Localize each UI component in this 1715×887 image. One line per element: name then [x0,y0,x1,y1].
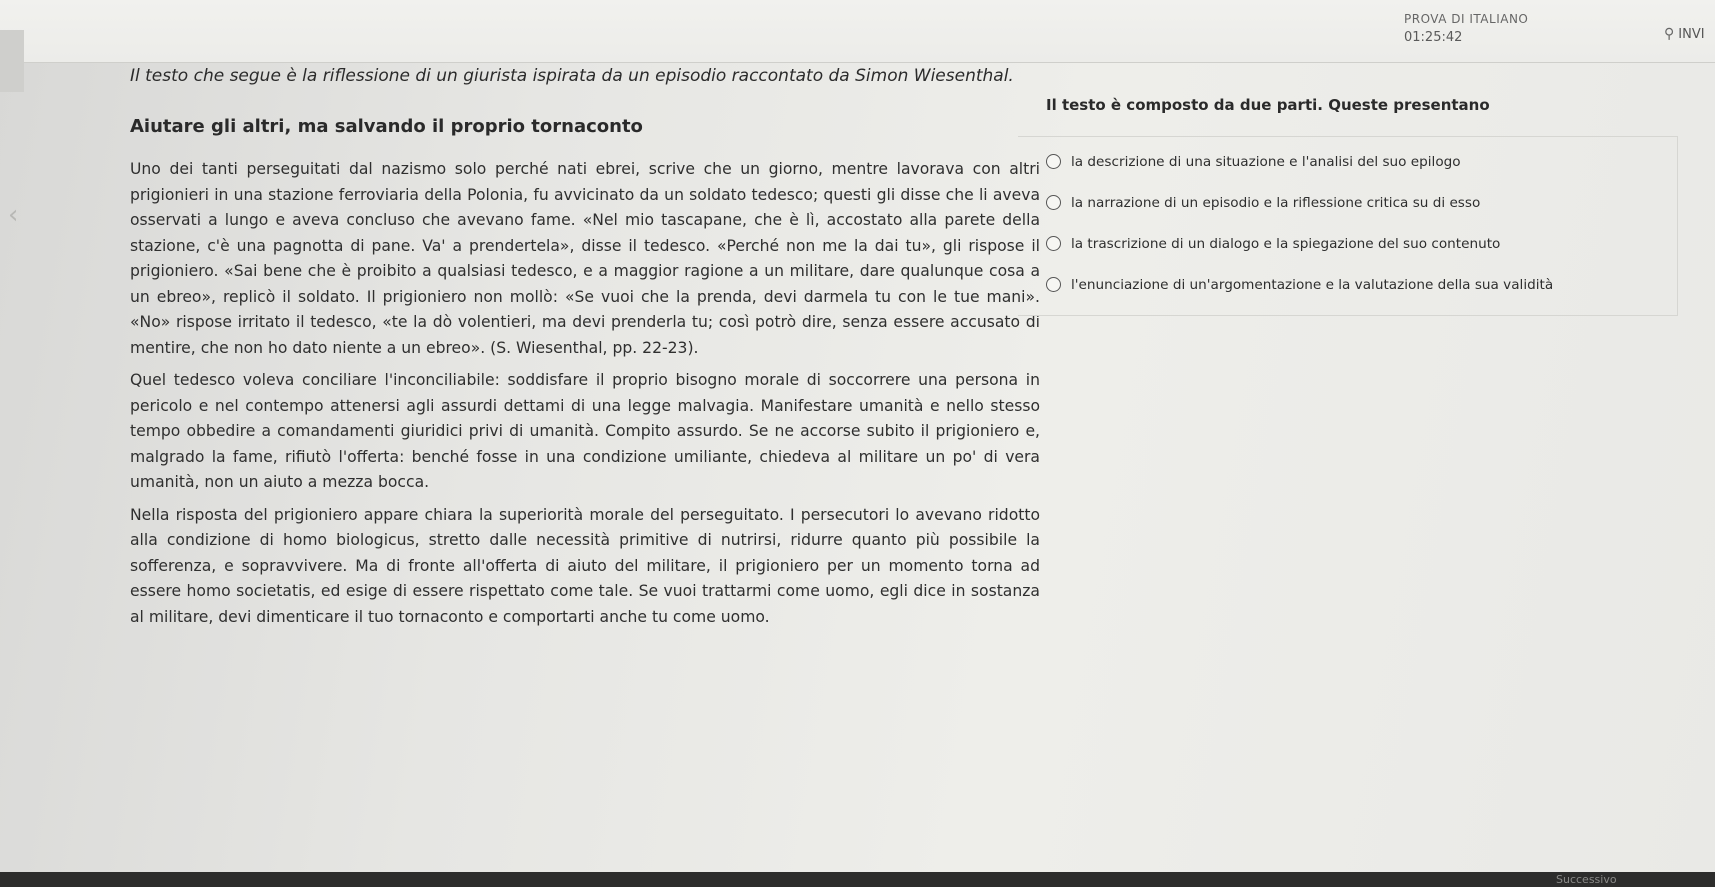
answer-option-c[interactable] [1046,223,1677,264]
question-panel [1046,96,1706,316]
radio-button[interactable] [1046,277,1061,292]
radio-button[interactable] [1046,154,1061,169]
radio-button[interactable] [1046,195,1061,210]
side-panel-tab[interactable] [0,30,24,92]
answer-options [1018,136,1678,316]
answer-option-b[interactable] [1046,182,1677,223]
passage-paragraph: Uno dei tanti perseguitati dal nazismo solo perché nati ebrei, scrive che un giorno, mentre lavorava con altri prigionieri in una stazione ferroviaria della Polonia, fu avvicinato da un soldato tedesco; questi gli disse che li aveva osservati a lungo e aveva concluso che avevano fame. «Nel mio tascapane, che è lì, accostato alla parete della stazione, c'è una pagnotta di pane. Va' a prendertela», disse il tedesco. «Perché non me la dai tu», gli rispose il prigioniero. «Sai bene che è proibito a qualsiasi tedesco, e a maggior ragione a un militare, dare qualunque cosa a un ebreo», replicò il soldato. Il prigioniero non mollò: «Se vuoi che la prenda, devi darmela tu con le tue mani». «No» rispose irritato il tedesco, «te la dò volentieri, ma devi prenderla tu; così potrò dire, senza essere accusato di mentire, che non ho dato niente a un ebreo». (S. Wiesenthal, pp. 22-23). [130,160,1040,357]
passage-title: Aiutare gli altri, ma salvando il proprio tornaconto [130,116,643,137]
send-button[interactable] [1664,26,1705,42]
user-icon: ⚲ [1664,26,1675,42]
bottom-bar [0,872,1715,887]
passage-paragraph: Quel tedesco voleva conciliare l'inconciliabile: soddisfare il proprio bisogno morale di soccorrere una persona in pericolo e nel contempo attenersi agli assurdi dettami di una legge malvagia. Manifestare umanità e nello stesso tempo obbedire a comandamenti giuridici privi di umanità. Compito assurdo. Se ne accorse subito il prigioniero e, malgrado la fame, rifiutò l'offerta: benché fosse in una condizione umiliante, chiedeva al militare un po' di vera umanità, non un aiuto a mezza bocca. [130,371,1040,491]
countdown-timer: 01:25:42 [1404,30,1463,45]
top-bar [0,0,1715,63]
send-button-label: INVI [1678,26,1705,42]
passage-intro: Il testo che segue è la riflessione di un giurista ispirata da un episodio raccontato da Simon Wiesenthal. [130,66,1014,86]
answer-label: la descrizione di una situazione e l'analisi del suo epilogo [1071,153,1461,170]
reading-passage [130,64,1040,637]
chevron-left-icon[interactable]: ‹ [8,200,19,230]
question-prompt: Il testo è composto da due parti. Queste presentano [1046,96,1490,114]
answer-option-a[interactable] [1046,141,1677,182]
answer-label: la narrazione di un episodio e la riflessione critica su di esso [1071,194,1481,211]
exam-title: PROVA DI ITALIANO [1404,12,1529,26]
answer-option-d[interactable] [1046,264,1677,305]
next-button[interactable]: Successivo [1556,873,1617,886]
passage-paragraph: Nella risposta del prigioniero appare chiara la superiorità morale del perseguitato. I persecutori lo avevano ridotto alla condizione di homo biologicus, stretto dalle necessità primitive di nutrirsi, ridurre quanto più possibile la sofferenza, e sopravvivere. Ma di fronte all'offerta di aiuto del militare, il prigioniero per un momento torna ad essere homo societatis, ed esige di essere rispettato come tale. Se vuoi trattarmi come uomo, egli dice in sostanza al militare, devi dimenticare il tuo tornaconto e comportarti anche tu come uomo. [130,505,1040,626]
radio-button[interactable] [1046,236,1061,251]
answer-label: l'enunciazione di un'argomentazione e la valutazione della sua validità [1071,276,1554,293]
answer-label: la trascrizione di un dialogo e la spiegazione del suo contenuto [1071,235,1501,252]
